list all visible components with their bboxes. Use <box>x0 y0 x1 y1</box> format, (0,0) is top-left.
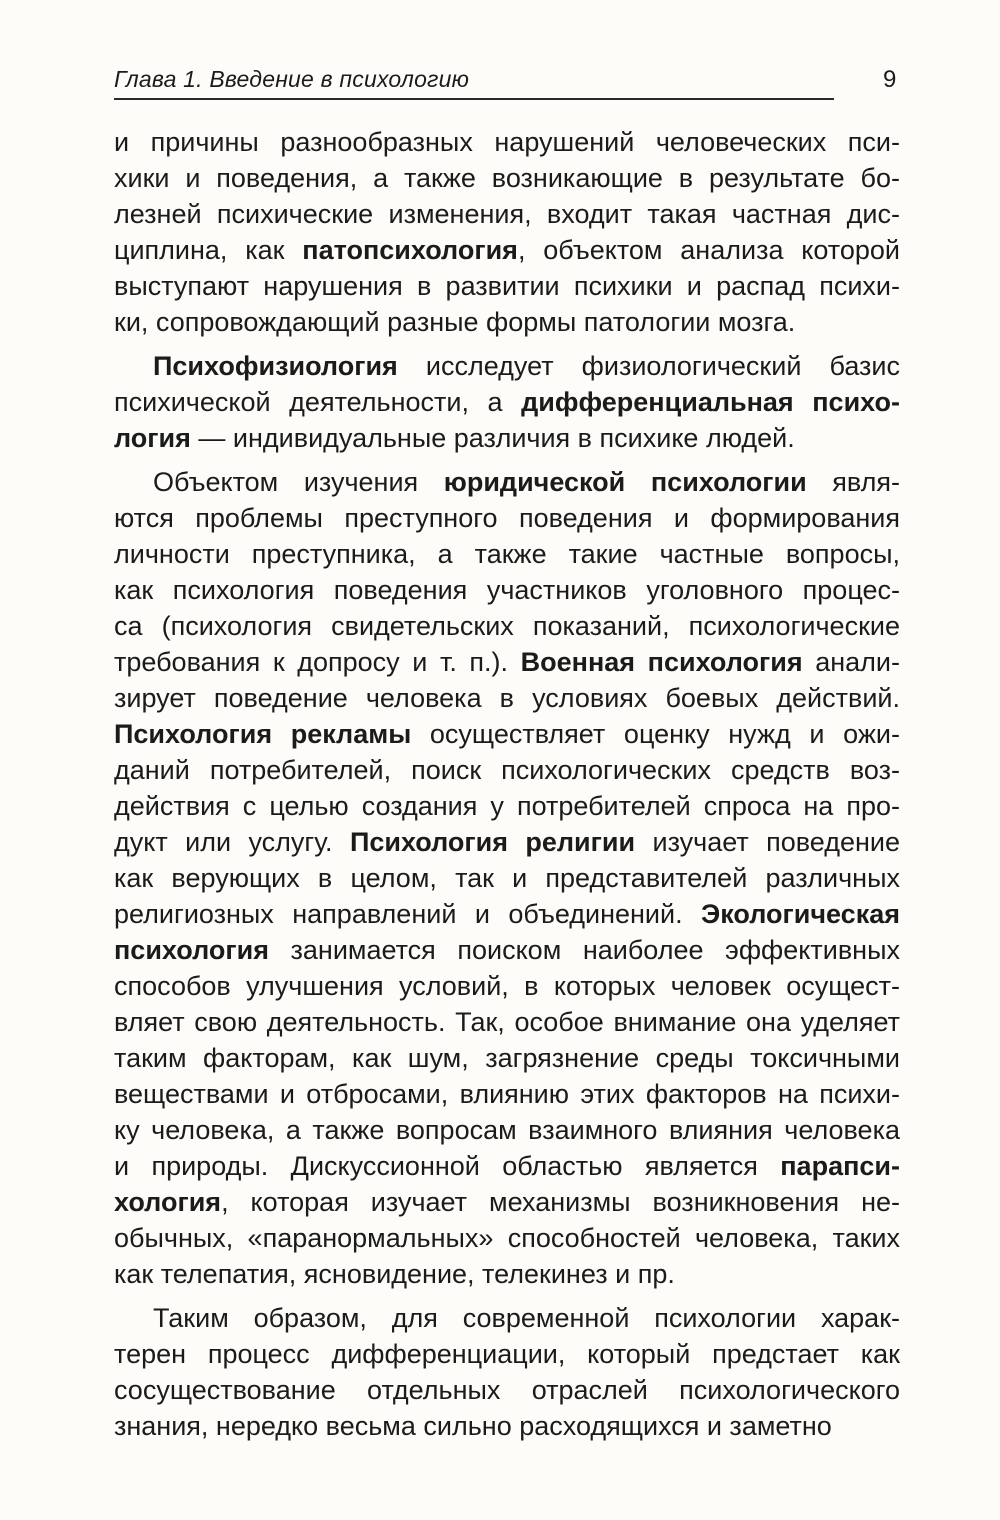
text-segment: таким факторам, как шум, загрязнение среды токсичными <box>114 1043 900 1073</box>
text-line <box>114 608 900 644</box>
text-line <box>114 420 900 456</box>
text-segment: , которая изучает механизмы возникновения не- <box>221 1187 900 1217</box>
text-segment: явля- <box>806 467 900 497</box>
text-segment: как психология поведения участников уголовного процес- <box>114 575 900 605</box>
term-bold: психология <box>114 935 269 965</box>
text-line <box>114 384 900 420</box>
text-segment: сосуществование отдельных отраслей психологического <box>114 1375 900 1405</box>
text-line <box>114 680 900 716</box>
term-bold: логия <box>114 423 191 453</box>
text-line <box>114 304 900 340</box>
text-line <box>114 536 900 572</box>
text-segment: религиозных направлений и объединений. <box>114 899 702 929</box>
text-segment: Таким образом, для современной психологии харак- <box>153 1303 900 1333</box>
text-line <box>114 644 900 680</box>
text-segment: выступают нарушения в развитии психики и распад психи- <box>114 271 900 301</box>
text-line <box>114 1184 900 1220</box>
text-line <box>114 500 900 536</box>
text-segment: осуществляет оценку нужд и ожи- <box>411 719 900 749</box>
term-bold: патопсихология <box>302 235 518 265</box>
text-segment: анали- <box>802 647 900 677</box>
text-line <box>114 896 900 932</box>
text-line <box>114 1076 900 1112</box>
text-segment: ются проблемы преступного поведения и формирования <box>114 503 900 533</box>
text-line <box>114 1256 900 1292</box>
term-bold: Психофизиология <box>153 351 398 381</box>
text-segment: как телепатия, ясновидение, телекинез и пр. <box>114 1259 675 1289</box>
term-bold: юридической психологии <box>443 467 807 497</box>
text-line <box>114 196 900 232</box>
body-text <box>114 124 900 1444</box>
term-bold: Психология рекламы <box>114 719 412 749</box>
text-segment: способов улучшения условий, в которых человек осущест- <box>114 971 900 1001</box>
text-line <box>114 1040 900 1076</box>
text-line <box>114 1004 900 1040</box>
chapter-title: Глава 1. Введение в психологию <box>114 66 470 92</box>
text-segment: изучает поведение <box>635 827 900 857</box>
text-line <box>114 860 900 896</box>
text-line <box>114 160 900 196</box>
term-bold: Психология религии <box>349 827 636 857</box>
text-segment: требования к допросу и т. п.). <box>114 647 521 677</box>
text-segment: хики и поведения, а также возникающие в результате бо- <box>114 163 900 193</box>
text-segment: действия с целью создания у потребителей спроса на про- <box>114 791 900 821</box>
text-segment: дукт или услугу. <box>114 827 350 857</box>
term-bold: хология <box>114 1187 222 1217</box>
text-line <box>114 824 900 860</box>
text-line <box>114 572 900 608</box>
text-segment: даний потребителей, поиск психологических средств воз- <box>114 755 900 785</box>
text-segment: ку человека, а также вопросам взаимного влияния человека <box>114 1115 900 1145</box>
text-line <box>114 968 900 1004</box>
paragraph <box>114 124 900 340</box>
text-line <box>114 348 900 384</box>
text-segment: — индивидуальные различия в психике людей. <box>190 423 795 453</box>
text-segment: лезней психические изменения, входит такая частная дис- <box>114 199 900 229</box>
text-segment: знания, нередко весьма сильно расходящихся и заметно <box>114 1411 832 1441</box>
text-line <box>114 124 900 160</box>
paragraph <box>114 1300 900 1444</box>
text-segment: циплина, как <box>114 235 303 265</box>
paragraph-gap <box>114 456 900 464</box>
paragraph <box>114 348 900 456</box>
running-head <box>114 64 834 100</box>
text-line <box>114 268 900 304</box>
text-line <box>114 932 900 968</box>
text-line <box>114 464 900 500</box>
text-line <box>114 1372 900 1408</box>
paragraph-gap <box>114 340 900 348</box>
text-line <box>114 1112 900 1148</box>
term-bold: парапси- <box>780 1151 900 1181</box>
text-line <box>114 1300 900 1336</box>
text-segment: Объектом изучения <box>153 467 444 497</box>
text-segment: личности преступника, а также такие частные вопросы, <box>114 539 900 569</box>
text-line <box>114 752 900 788</box>
text-line <box>114 1408 900 1444</box>
text-line <box>114 1148 900 1184</box>
text-line <box>114 716 900 752</box>
text-segment: са (психология свидетельских показаний, психологические <box>114 611 900 641</box>
page-number: 9 <box>883 66 897 93</box>
text-segment: веществами и отбросами, влиянию этих факторов на психи- <box>114 1079 900 1109</box>
text-segment: и причины разнообразных нарушений человеческих пси- <box>114 127 900 157</box>
text-segment: зирует поведение человека в условиях боевых действий. <box>114 683 900 713</box>
paragraph <box>114 464 900 1292</box>
text-segment: терен процесс дифференциации, который предстает как <box>114 1339 900 1369</box>
text-segment: занимается поиском наиболее эффективных <box>268 935 900 965</box>
term-bold: Военная психология <box>520 647 803 677</box>
text-segment: ки, сопровождающий разные формы патологии мозга. <box>114 307 796 337</box>
text-segment: обычных, «паранормальных» способностей человека, таких <box>114 1223 900 1253</box>
text-segment: как верующих в целом, так и представителей различных <box>114 863 900 893</box>
text-line <box>114 232 900 268</box>
paragraph-gap <box>114 1292 900 1300</box>
text-line <box>114 1336 900 1372</box>
text-line <box>114 788 900 824</box>
text-segment: психической деятельности, а <box>114 387 522 417</box>
text-segment: и природы. Дискуссионной областью является <box>114 1151 781 1181</box>
term-bold: Экологическая <box>701 899 900 929</box>
text-segment: вляет свою деятельность. Так, особое внимание она уделяет <box>114 1007 900 1037</box>
term-bold: дифференциальная психо- <box>521 387 901 417</box>
text-segment: , объектом анализа которой <box>517 235 900 265</box>
text-line <box>114 1220 900 1256</box>
text-segment: исследует физиологический базис <box>397 351 900 381</box>
